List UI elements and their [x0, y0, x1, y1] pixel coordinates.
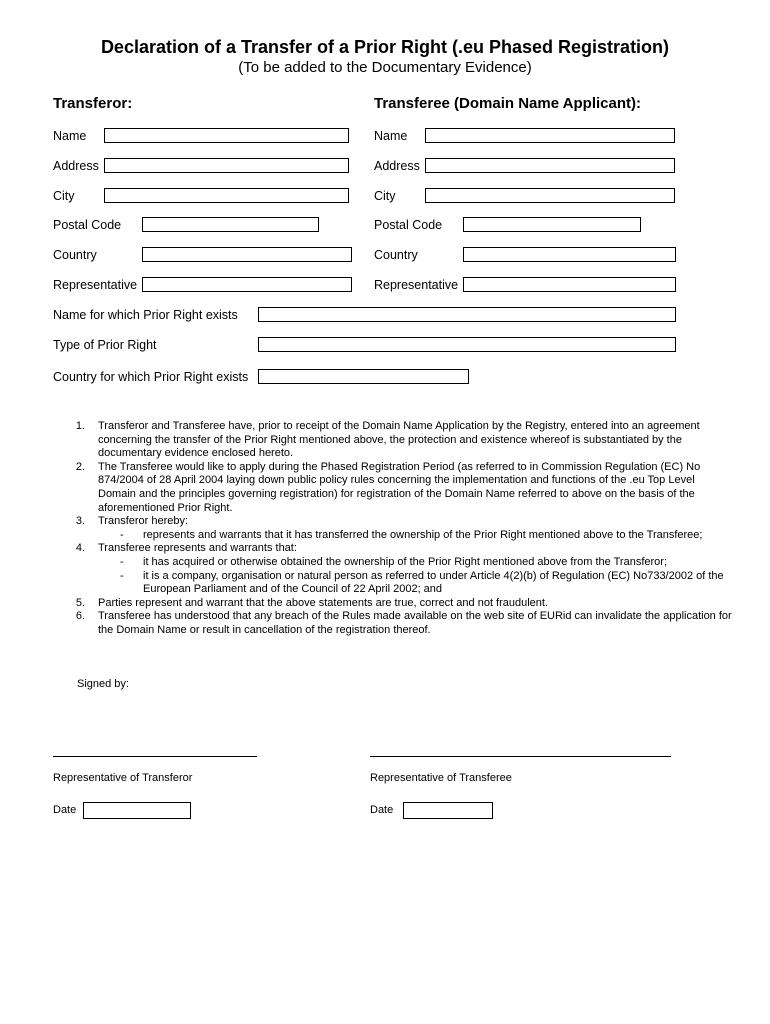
- transferee-date-field[interactable]: [403, 802, 493, 819]
- clause-2: [53, 461, 733, 515]
- transferor-country-label: Country: [53, 248, 97, 262]
- transferor-postal-code-field[interactable]: [142, 217, 319, 232]
- transferee-country-field[interactable]: [463, 247, 676, 262]
- transferee-postal-code-label: Postal Code: [374, 218, 443, 232]
- transferor-representative-label: Representative: [53, 278, 138, 292]
- transferor-name-field[interactable]: [104, 128, 349, 143]
- clause-5: [53, 597, 733, 611]
- clause-number: 3.: [75, 515, 85, 528]
- prior-right-type-field[interactable]: [258, 337, 676, 352]
- subclause-4b: [98, 570, 733, 597]
- transferor-city-label: City: [53, 189, 75, 203]
- clause-text: Parties represent and warrant that the above statements are true, correct and not fraudulent.: [98, 596, 549, 609]
- prior-right-country-field[interactable]: [258, 369, 469, 384]
- transferee-address-field[interactable]: [425, 158, 675, 173]
- subclause-3a: [98, 529, 733, 543]
- transferor-city-field[interactable]: [104, 188, 349, 203]
- clause-number: 5.: [75, 596, 85, 609]
- signed-by-label: Signed by:: [77, 678, 129, 690]
- clause-text: The Transferee would like to apply during the Phased Registration Period (as referred to in Commission Regulation (EC) No 874/2004 of 28 April 2004 laying down public policy rules concerning the implementation and functions of the .eu Top Level Domain and the principles governing registration) for registration of the Domain Name referred to above on the basis of the aforementioned Prior Right.: [98, 460, 701, 514]
- clause-number: 2.: [75, 460, 85, 473]
- transferor-country-field[interactable]: [142, 247, 352, 262]
- transferee-date-label: Date: [370, 804, 394, 816]
- subclause-text: it is a company, organisation or natural person as referred to under Article 4(2)(b) of Regulation (EC) No733/2002 of the European Parliament and of the Council of 22 April 2002; and: [143, 569, 724, 596]
- clause-4: [53, 542, 733, 556]
- clause-text: Transferee represents and warrants that:: [98, 542, 297, 555]
- page-title: Declaration of a Transfer of a Prior Right (.eu Phased Registration): [100, 37, 670, 57]
- transferor-address-label: Address: [53, 159, 99, 173]
- transferee-postal-code-field[interactable]: [463, 217, 641, 232]
- prior-right-name-field[interactable]: [258, 307, 676, 322]
- clause-number: 1.: [75, 420, 85, 432]
- transferee-signature-line[interactable]: [370, 756, 671, 757]
- clause-text: Transferee has understood that any breach of the Rules made available on the web site of EURid can invalidate the application for the Domain Name or result in cancellation of the registration thereof.: [98, 610, 732, 636]
- transferor-postal-code-label: Postal Code: [53, 218, 122, 232]
- transferee-heading: Transferee (Domain Name Applicant):: [374, 95, 642, 112]
- prior-right-type-label: Type of Prior Right: [53, 338, 157, 352]
- transferor-representative-caption: Representative of Transferor: [53, 772, 193, 784]
- bullet-dash: -: [120, 555, 124, 568]
- transferee-representative-field[interactable]: [463, 277, 676, 292]
- prior-right-name-label: Name for which Prior Right exists: [53, 308, 238, 322]
- transferor-heading: Transferor:: [53, 95, 133, 112]
- transferee-city-label: City: [374, 189, 396, 203]
- clause-text: Transferor and Transferee have, prior to receipt of the Domain Name Application by the Registry, entered into an agreement concerning the transfer of the Prior Right mentioned above, the protection and existence whereof is substantiated by the documentary evidence enclosed hereto.: [98, 420, 700, 460]
- transferee-address-label: Address: [374, 159, 420, 173]
- clause-number: 4.: [75, 542, 85, 555]
- transferee-representative-label: Representative: [374, 278, 459, 292]
- clause-number: 6.: [75, 610, 85, 623]
- clause-text: Transferor hereby:: [98, 515, 189, 528]
- clause-3: [53, 515, 733, 529]
- clause-list: [53, 420, 733, 638]
- transferee-name-field[interactable]: [425, 128, 675, 143]
- page-subtitle: (To be added to the Documentary Evidence): [238, 59, 532, 76]
- transferor-representative-field[interactable]: [142, 277, 352, 292]
- clause-6: [53, 610, 733, 637]
- transferor-name-label: Name: [53, 129, 87, 143]
- transferee-name-label: Name: [374, 129, 408, 143]
- subclause-text: represents and warrants that it has transferred the ownership of the Prior Right mentioned above to the Transferee;: [143, 528, 703, 541]
- transferor-date-label: Date: [53, 804, 77, 816]
- subclause-text: it has acquired or otherwise obtained the ownership of the Prior Right mentioned above from the Transferor;: [143, 555, 668, 568]
- transferor-date-field[interactable]: [83, 802, 191, 819]
- transferee-country-label: Country: [374, 248, 418, 262]
- bullet-dash: -: [120, 569, 124, 582]
- subclause-4a: [98, 556, 733, 570]
- transferee-representative-caption: Representative of Transferee: [370, 772, 512, 784]
- clause-1: [53, 420, 733, 461]
- transferor-address-field[interactable]: [104, 158, 349, 173]
- transferee-city-field[interactable]: [425, 188, 675, 203]
- prior-right-country-label: Country for which Prior Right exists: [53, 370, 249, 384]
- transferor-signature-line[interactable]: [53, 756, 257, 757]
- bullet-dash: -: [120, 528, 124, 541]
